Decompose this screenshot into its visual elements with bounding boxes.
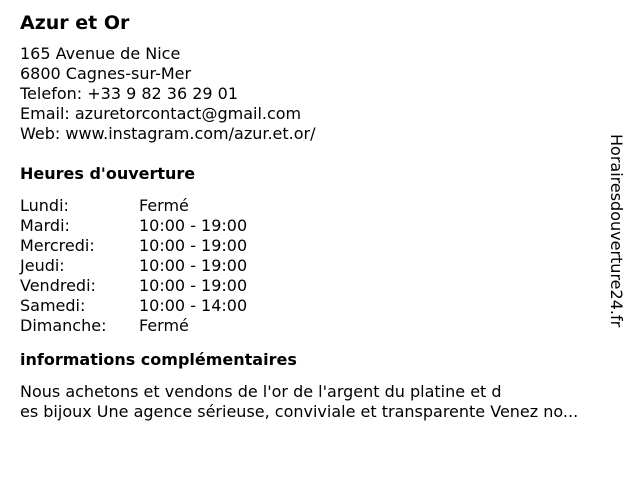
hours-value: 10:00 - 14:00 (139, 296, 248, 315)
day-label: Vendredi: (20, 276, 96, 295)
hours-value: 10:00 - 19:00 (139, 276, 248, 295)
additional-info-text (20, 382, 626, 422)
hours-row-wednesday (20, 236, 610, 256)
day-label: Mardi: (20, 216, 70, 235)
opening-hours-heading: Heures d'ouverture (20, 164, 196, 183)
hours-row-sunday (20, 316, 610, 336)
hours-value: 10:00 - 19:00 (139, 216, 248, 235)
description-line-2: es bijoux Une agence sérieuse, conviviale et transparente Venez no... (20, 402, 579, 421)
phone-line: Telefon: +33 9 82 36 29 01 (20, 84, 239, 103)
web-line: Web: www.instagram.com/azur.et.or/ (20, 124, 316, 143)
day-label: Jeudi: (20, 256, 65, 275)
day-label: Lundi: (20, 196, 69, 215)
site-watermark: Horairesdouverture24.fr (607, 134, 626, 328)
business-name: Azur et Or (20, 12, 130, 34)
email-line: Email: azuretorcontact@gmail.com (20, 104, 302, 123)
additional-info-heading: informations complémentaires (20, 350, 297, 369)
hours-value: 10:00 - 19:00 (139, 236, 248, 255)
hours-row-friday (20, 276, 610, 296)
business-card (20, 12, 610, 422)
hours-value: 10:00 - 19:00 (139, 256, 248, 275)
address-line-2: 6800 Cagnes-sur-Mer (20, 64, 192, 83)
hours-value: Fermé (139, 196, 189, 215)
day-label: Samedi: (20, 296, 86, 315)
opening-hours-table (20, 196, 610, 336)
address-line-1: 165 Avenue de Nice (20, 44, 181, 63)
hours-row-saturday (20, 296, 610, 316)
hours-row-tuesday (20, 216, 610, 236)
day-label: Mercredi: (20, 236, 95, 255)
day-label: Dimanche: (20, 316, 107, 335)
hours-row-thursday (20, 256, 610, 276)
hours-row-monday (20, 196, 610, 216)
description-line-1: Nous achetons et vendons de l'or de l'argent du platine et d (20, 382, 502, 401)
hours-value: Fermé (139, 316, 189, 335)
